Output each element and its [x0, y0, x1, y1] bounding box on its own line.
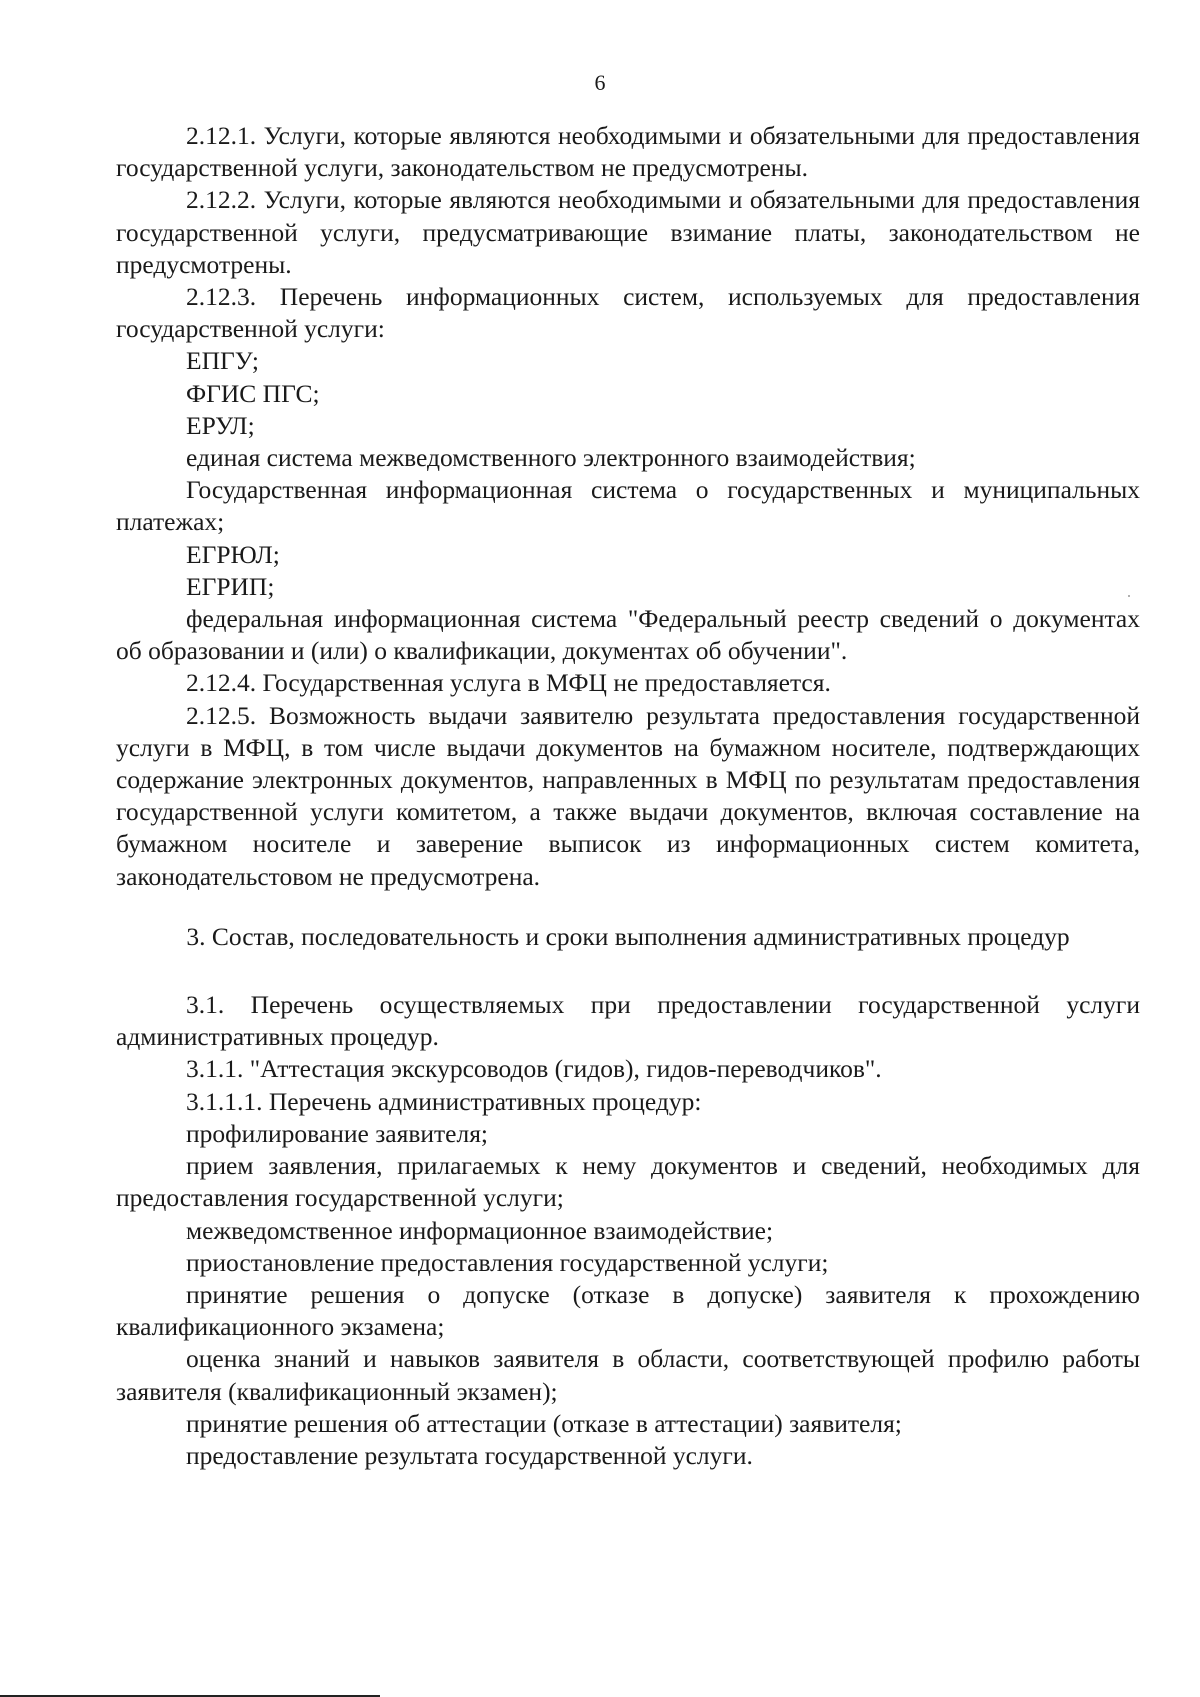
paragraph: оценка знаний и навыков заявителя в области, соответствующей профилю работы заявителя (квалификационный экзамен);: [116, 1344, 1140, 1406]
paragraph: ЕРУЛ;: [186, 410, 255, 440]
section-2-12-paragraphs: [116, 120, 1140, 893]
paragraph: Государственная информационная система о государственных и муниципальных платежах;: [116, 475, 1140, 537]
paragraph: 3.1.1. "Аттестация экскурсоводов (гидов), гидов-переводчиков".: [186, 1054, 882, 1084]
paragraph: ФГИС ПГС;: [186, 378, 320, 408]
paragraph: предоставление результата государственной услуги.: [186, 1440, 753, 1470]
scan-speck: [1128, 595, 1130, 597]
paragraph: ЕПГУ;: [186, 346, 259, 376]
paragraph: принятие решения об аттестации (отказе в аттестации) заявителя;: [186, 1408, 902, 1438]
paragraph: 2.12.1. Услуги, которые являются необходимыми и обязательными для предоставления государственной услуги, законодательством не предусмотрены.: [116, 121, 1140, 183]
paragraph: 3.1. Перечень осуществляемых при предоставлении государственной услуги административных процедур.: [116, 990, 1140, 1052]
section-3-paragraphs: [116, 989, 1140, 1472]
paragraph: принятие решения о допуске (отказе в допуске) заявителя к прохождению квалификационного экзамена;: [116, 1279, 1140, 1342]
paragraph: 2.12.3. Перечень информационных систем, используемых для предоставления государственной услуги:: [116, 282, 1140, 344]
paragraph: ЕГРИП;: [186, 571, 275, 601]
paragraph: прием заявления, прилагаемых к нему документов и сведений, необходимых для предоставления государственной услуги;: [116, 1151, 1140, 1213]
paragraph: межведомственное информационное взаимодействие;: [186, 1215, 774, 1245]
paragraph: профилирование заявителя;: [186, 1118, 489, 1148]
paragraph: 2.12.2. Услуги, которые являются необходимыми и обязательными для предоставления государственной услуги, предусматривающие взимание платы, законодательством не предусмотрены.: [116, 185, 1140, 279]
section-title: 3. Состав, последовательность и сроки выполнения административных процедур: [186, 921, 1070, 951]
paragraph: приостановление предоставления государственной услуги;: [186, 1247, 829, 1277]
paragraph: 2.12.4. Государственная услуга в МФЦ не предоставляется.: [186, 668, 831, 698]
page-number: 6: [594, 70, 606, 95]
paragraph: 3.1.1.1. Перечень административных процедур:: [186, 1086, 702, 1116]
paragraph: ЕГРЮЛ;: [186, 539, 280, 569]
paragraph: федеральная информационная система "Федеральный реестр сведений о документах об образовании и (или) о квалификации, документах об обучении".: [116, 604, 1140, 666]
paragraph: единая система межведомственного электронного взаимодействия;: [186, 443, 916, 473]
document-body: [116, 120, 1140, 1472]
paragraph: 2.12.5. Возможность выдачи заявителю результата предоставления государственной услуги в МФЦ, в том числе выдачи документов на бумажном носителе, подтверждающих содержание электронных документов, направленных в МФЦ по результатам предоставления государственной услуги комитетом, а также выдачи документов, включая составление на бумажном носителе и заверение выписок из информационных систем комитета, законодательстовом не предусмотрена.: [116, 700, 1140, 891]
